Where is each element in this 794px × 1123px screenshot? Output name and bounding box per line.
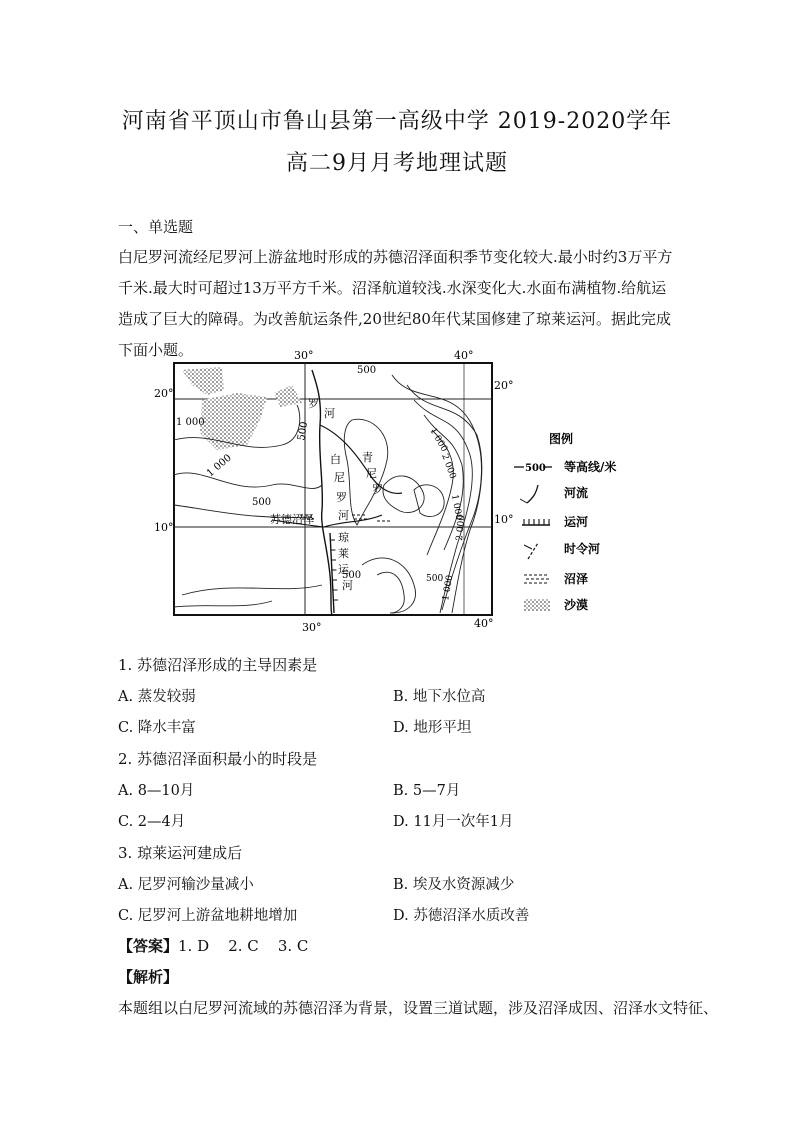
place-label: 罗 [372,483,383,496]
place-label: 运 [338,563,349,576]
contour-label: 1 000 [176,417,205,428]
legend-label: 沙漠 [564,598,589,612]
intro-paragraph: 白尼罗河流经尼罗河上游盆地时形成的苏德沼泽面积季节变化较大.最小时约3万平方千米.最大时可超过13万平方千米。沼泽航道较浅.水深变化大.水面布满植物.给航运造成了巨大的障碍。为改善航运条件,20世纪80年代某国修建了琼莱运河。据此完成下面小题。 [118,248,673,359]
map-legend [514,431,616,612]
place-label: 莱 [338,547,349,560]
lon-label: 40° [454,349,474,362]
place-label: 琼 [338,531,349,544]
svg-text:500: 500 [525,463,546,474]
question-2-option-a: A. 8—10月 [118,783,195,799]
lat-label: 10° [154,521,174,534]
question-2-option-b: B. 5—7月 [393,783,461,799]
lon-label: 30° [302,621,322,634]
question-3-option-c: C. 尼罗河上游盆地耕地增加 [118,908,298,924]
place-label: 河 [338,509,349,522]
lat-label: 10° [494,513,514,526]
answer-label: 【答案】 [118,937,179,955]
lat-label: 20° [154,387,174,400]
contour-label: 2 000 [439,452,458,481]
question-3-stem: 3. 琼莱运河建成后 [118,844,243,862]
question-1-stem: 1. 苏德沼泽形成的主导因素是 [118,656,318,674]
contour-label: 500 [252,497,272,508]
legend-label: 沼泽 [564,572,589,586]
contour-label: 500 [296,420,311,442]
document-title-line2: 高二9月月考地理试题 [286,151,508,176]
contour-label: 2 000 [455,514,468,542]
place-label: 青 [362,451,373,464]
place-label: 尼 [334,471,345,484]
lon-label: 40° [474,617,494,630]
section-heading: 一、单选题 [118,218,194,236]
question-1-option-d: D. 地形平坦 [393,720,472,736]
place-label: 苏德沼泽 [270,513,314,526]
contour-label: 500 [342,570,362,581]
question-2-stem: 2. 苏德沼泽面积最小的时段是 [118,750,318,768]
answer-text: 1. D 2. C 3. C [178,937,309,955]
legend-label: 等高线/米 [564,460,617,474]
question-3-option-b: B. 埃及水资源减少 [393,877,515,893]
question-2-option-d: D. 11月一次年1月 [393,814,514,830]
contour-label: 1 000 [449,493,464,521]
question-1-option-a: A. 蒸发较弱 [118,689,196,705]
contour-label: 500 [357,365,377,376]
legend-label: 运河 [564,515,589,529]
question-1-option-c: C. 降水丰富 [118,720,196,736]
contour-label: 500 [426,574,444,584]
question-2-option-c: C. 2—4月 [118,814,186,830]
analysis-label: 【解析】 [118,968,179,986]
place-label: 河 [342,579,353,592]
legend-label: 河流 [564,486,589,500]
question-3-option-a: A. 尼罗河输沙量减小 [118,877,254,893]
document-title-line1: 河南省平顶山市鲁山县第一高级中学 2019-2020学年 [121,109,673,134]
lat-label: 20° [494,379,514,392]
legend-label: 时令河 [564,542,601,556]
place-label: 白 [330,453,341,466]
place-label: 尼 [366,467,377,480]
contour-label: 1 000 [427,426,449,454]
question-3-option-d: D. 苏德沼泽水质改善 [393,908,530,924]
legend-title: 图例 [549,432,574,446]
analysis-text: 本题组以白尼罗河流域的苏德沼泽为背景，设置三道试题，涉及沼泽成因、沼泽水文特征、 [118,999,719,1017]
lon-label: 30° [294,349,314,362]
contour-label: 1 000 [441,574,456,602]
contour-label: 1 000 [204,452,234,480]
place-label: 河 [324,407,335,420]
sudd-swamp-map [152,345,662,635]
question-1-option-b: B. 地下水位高 [393,689,486,705]
answer-line [118,935,308,956]
place-label: 罗 [336,491,347,504]
place-label: 罗 [308,397,319,410]
